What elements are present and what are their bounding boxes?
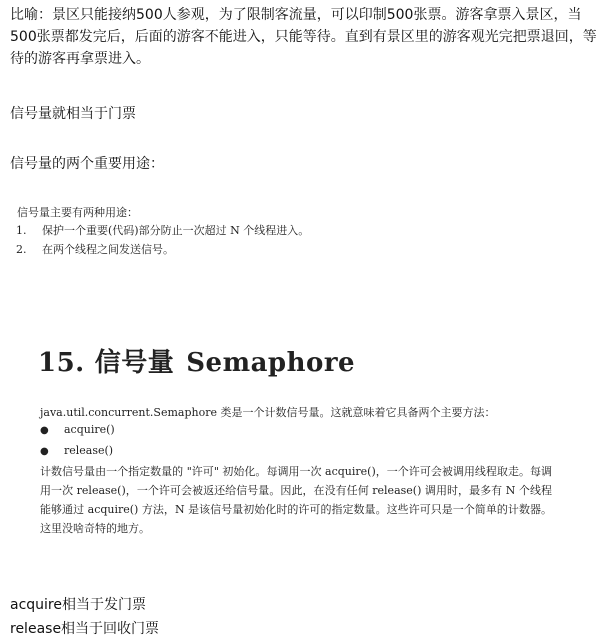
uses-intro: 信号量主要有两种用途： <box>17 206 138 219</box>
list-item-text: 保护一个重要(代码)部分防止一次超过 N 个线程进入。 <box>42 224 310 237</box>
section-title-en: Semaphore <box>186 348 356 378</box>
list-item <box>40 423 115 436</box>
uses-heading: 信号量的两个重要用途： <box>10 156 164 172</box>
list-item <box>16 222 309 238</box>
semaphore-body-text: 计数信号量由一个指定数量的 "许可" 初始化。每调用一次 acquire()，一个许可会被调用线程取走。每调用一次 release()，一个许可会被返还给信号量。因此，在没有任何 release() 调用时，最多有 N 个线程能够通过 acquire() 方法，N 是该信号量初始化时的许可的指定数量。这些许可只是一个简单的计数器。这里没啥奇特的地方。 <box>40 465 552 535</box>
section-number: 15. <box>38 348 85 378</box>
list-item <box>40 444 113 457</box>
semaphore-doc-image <box>38 336 578 546</box>
bullet-icon: ● <box>40 446 49 457</box>
list-item-text: 在两个线程之间发送信号。 <box>42 243 174 256</box>
ticket-analogy-line: 信号量就相当于门票 <box>10 106 136 122</box>
semaphore-uses-image <box>10 200 570 270</box>
list-item-number: 1. <box>16 224 27 237</box>
semaphore-description: java.util.concurrent.Semaphore 类是一个计数信号量。这就意味着它具备两个主要方法： <box>40 406 496 419</box>
method-name: release() <box>64 444 114 457</box>
method-name: acquire() <box>64 423 115 436</box>
section-heading <box>38 342 355 379</box>
section-title-cn: 信号量 <box>94 348 175 378</box>
bullet-icon: ● <box>40 425 49 436</box>
list-item-number: 2. <box>16 243 27 256</box>
release-note: release相当于回收门票 <box>10 621 160 637</box>
list-item <box>16 241 174 257</box>
analogy-paragraph: 比喻：景区只能接纳500人参观，为了限制客流量，可以印制500张票。游客拿票入景区，当500张票都发完后，后面的游客不能进入，只能等待。直到有景区里的游客观光完把票退回，等待的游客再拿票进入。 <box>10 7 597 67</box>
acquire-note: acquire相当于发门票 <box>10 597 146 613</box>
